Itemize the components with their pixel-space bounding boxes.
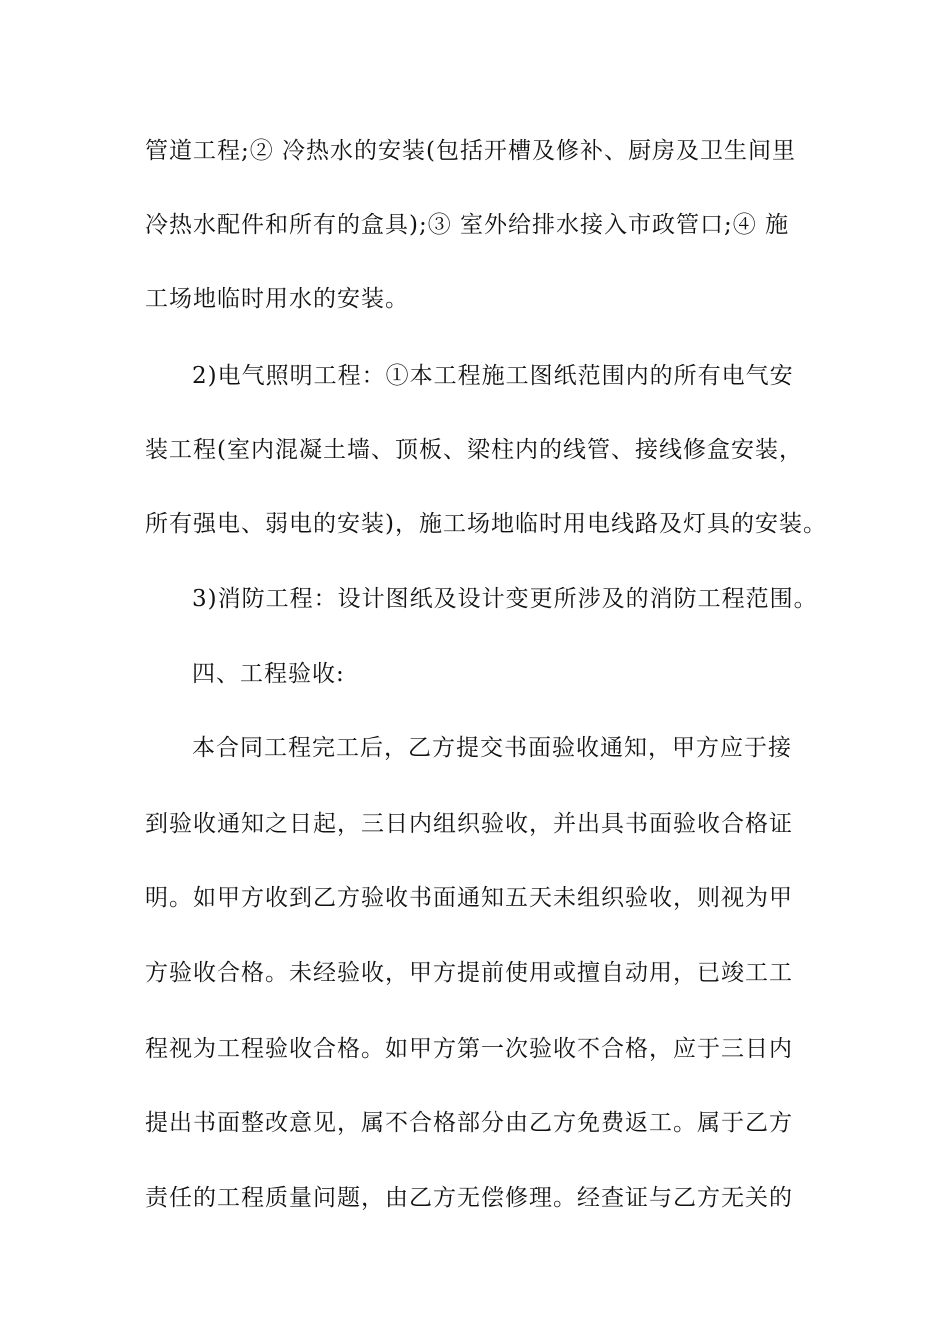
text-line: 责任的工程质量问题，由乙方无偿修理。经查证与乙方无关的 (145, 1185, 793, 1211)
text-line: 明。如甲方收到乙方验收书面通知五天未组织验收，则视为甲 (145, 885, 793, 911)
text-line: 2)电气照明工程：①本工程施工图纸范围内的所有电气安 (192, 363, 794, 389)
text-line: 管道工程;② 冷热水的安装(包括开槽及修补、厨房及卫生间里 (145, 138, 797, 164)
section-heading: 四、工程验收: (192, 661, 345, 687)
text-line: 方验收合格。未经验收，甲方提前使用或擅自动用，已竣工工 (145, 960, 793, 986)
text-line: 本合同工程完工后，乙方提交书面验收通知，甲方应于接 (192, 735, 792, 761)
text-line: 所有强电、弱电的安装)，施工场地临时用电线路及灯具的安装。 (145, 511, 827, 537)
text-line: 3)消防工程：设计图纸及设计变更所涉及的消防工程范围。 (192, 586, 818, 612)
text-line: 提出书面整改意见，属不合格部分由乙方免费返工。属于乙方 (145, 1110, 793, 1136)
text-line: 冷热水配件和所有的盒具);③ 室外给排水接入市政管口;④ 施 (145, 212, 790, 238)
text-line: 到验收通知之日起，三日内组织验收，并出具书面验收合格证 (145, 811, 793, 837)
text-line: 工场地临时用水的安装。 (145, 286, 409, 312)
text-line: 程视为工程验收合格。如甲方第一次验收不合格，应于三日内 (145, 1036, 793, 1062)
text-line: 装工程(室内混凝土墙、顶板、梁柱内的线管、接线修盒安装， (145, 437, 803, 463)
